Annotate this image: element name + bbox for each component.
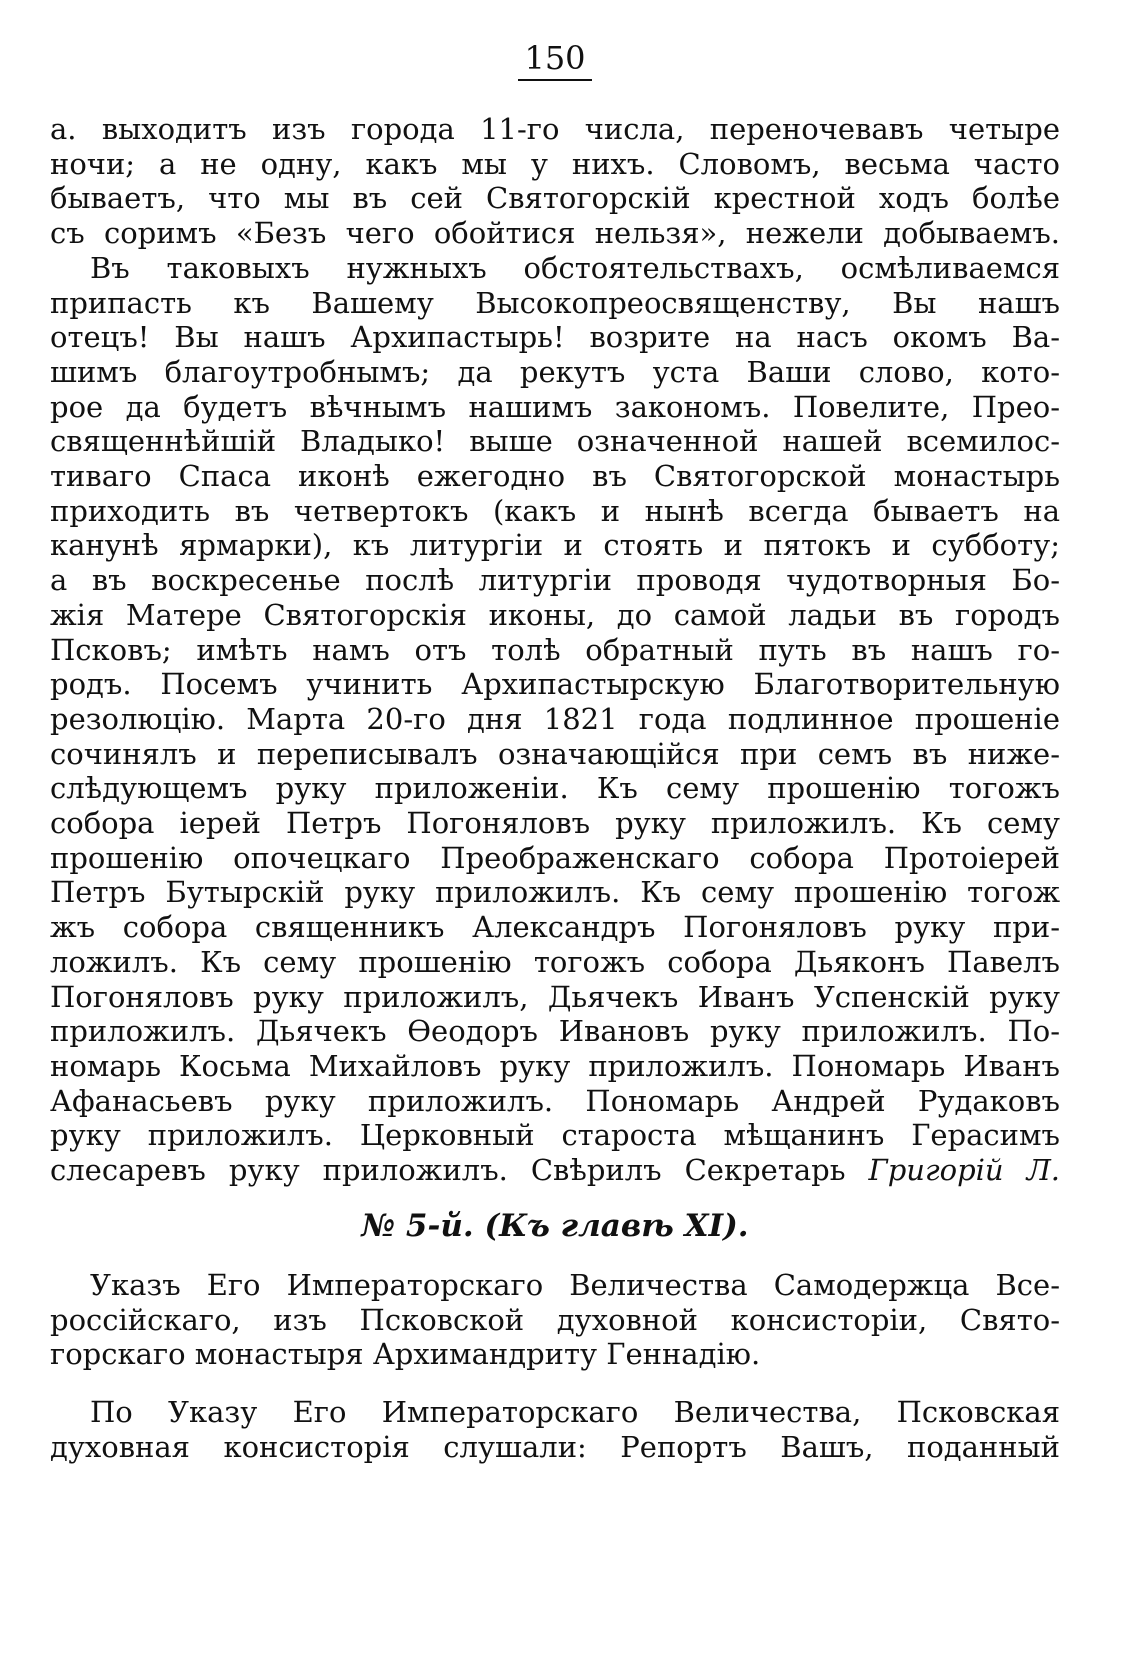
text-line: Въ таковыхъ нужныхъ обстоятельствахъ, осмѣливаемся bbox=[90, 250, 1060, 285]
petition-text bbox=[50, 112, 1060, 1188]
text-line: По Указу Его Императорскаго Величества, Псковская bbox=[90, 1395, 1060, 1429]
decree-text bbox=[50, 1395, 1060, 1464]
text-line: духовная консисторія слушали: Репортъ Вашъ, поданный bbox=[50, 1429, 1060, 1464]
text-line: приходить въ четвертокъ (какъ и нынѣ всегда бываетъ на bbox=[50, 493, 1060, 528]
text-line: ночи; а не одну, какъ мы у нихъ. Словомъ, весьма часто bbox=[50, 146, 1060, 181]
text-line: приложилъ. Дьячекъ Ѳеодоръ Ивановъ руку приложилъ. По- bbox=[50, 1014, 1060, 1049]
text-line: собора іерей Петръ Погоняловъ руку приложилъ. Къ сему bbox=[50, 806, 1060, 841]
text-line: резолюцію. Марта 20-го дня 1821 года подлинное прошеніе bbox=[50, 701, 1060, 736]
text-line: Афанасьевъ руку приложилъ. Пономарь Андрей Рудаковъ bbox=[50, 1083, 1060, 1118]
text-line: бываетъ, что мы въ сей Святогорскій крестной ходъ болѣе bbox=[50, 181, 1060, 216]
text-line: сочинялъ и переписывалъ означающійся при семъ въ ниже- bbox=[50, 736, 1060, 771]
secretary-name: Григорій Л. bbox=[868, 1153, 1060, 1188]
text-line: номарь Косьма Михайловъ руку приложилъ. Пономарь Иванъ bbox=[50, 1048, 1060, 1083]
text-line: ложилъ. Къ сему прошенію тогожъ собора Дьяконъ Павелъ bbox=[50, 944, 1060, 979]
text-line: припасть къ Вашему Высокопреосвященству, Вы нашъ bbox=[50, 285, 1060, 320]
text-line: Указъ Его Императорскаго Величества Самодержца Все- bbox=[90, 1268, 1060, 1302]
text-line: Петръ Бутырскій руку приложилъ. Къ сему прошенію тогож bbox=[50, 875, 1060, 910]
text-line: канунѣ ярмарки), къ литургіи и стоять и пятокъ и субботу; bbox=[50, 528, 1060, 563]
text-line: шимъ благоутробнымъ; да рекутъ уста Ваши слово, кото- bbox=[50, 354, 1060, 389]
text-line: руку приложилъ. Церковный староста мѣщанинъ Герасимъ bbox=[50, 1118, 1060, 1153]
text-line: тиваго Спаса иконѣ ежегодно въ Святогорской монастырь bbox=[50, 459, 1060, 494]
signature-text: слесаревъ руку приложилъ. Свѣрилъ Секретарь bbox=[50, 1153, 846, 1188]
text-line: россійскаго, изъ Псковской духовной консисторіи, Свято- bbox=[50, 1302, 1060, 1337]
text-line: прошенію опочецкаго Преображенскаго собора Протоіерей bbox=[50, 840, 1060, 875]
text-line: родъ. Посемъ учинить Архипастырскую Благотворительную bbox=[50, 667, 1060, 702]
text-line: горскаго монастыря Архимандриту Геннадію. bbox=[50, 1337, 761, 1372]
appendix-heading: № 5-й. (Къ главѣ XI). bbox=[361, 1208, 749, 1244]
decree-title bbox=[50, 1268, 1060, 1372]
text-line: жъ собора священникъ Александръ Погоняловъ руку при- bbox=[50, 910, 1060, 945]
text-line: Псковъ; имѣть намъ отъ толѣ обратный путь въ нашъ го- bbox=[50, 632, 1060, 667]
page-number: 150 bbox=[0, 40, 1110, 76]
text-line: слѣдующемъ руку приложеніи. Къ сему прошенію тогожъ bbox=[50, 771, 1060, 806]
text-line: отецъ! Вы нашъ Архипастырь! возрите на насъ окомъ Ва- bbox=[50, 320, 1060, 355]
text-line: съ соримъ «Безъ чего обойтися нельзя», нежели добываемъ. bbox=[50, 216, 1060, 251]
text-line: Погоняловъ руку приложилъ, Дьячекъ Иванъ Успенскій руку bbox=[50, 979, 1060, 1014]
text-line: священнѣйшій Владыко! выше означенной нашей всемилос- bbox=[50, 424, 1060, 459]
text-line: жія Матере Святогорскія иконы, до самой ладьи въ городъ bbox=[50, 597, 1060, 632]
text-line: а. выходитъ изъ города 11-го числа, переночевавъ четыре bbox=[50, 112, 1060, 146]
text-line: а въ воскресенье послѣ литургіи проводя чудотворныя Бо- bbox=[50, 563, 1060, 598]
signature-line bbox=[50, 1153, 1060, 1188]
text-line: рое да будетъ вѣчнымъ нашимъ закономъ. Повелите, Прео- bbox=[50, 389, 1060, 424]
